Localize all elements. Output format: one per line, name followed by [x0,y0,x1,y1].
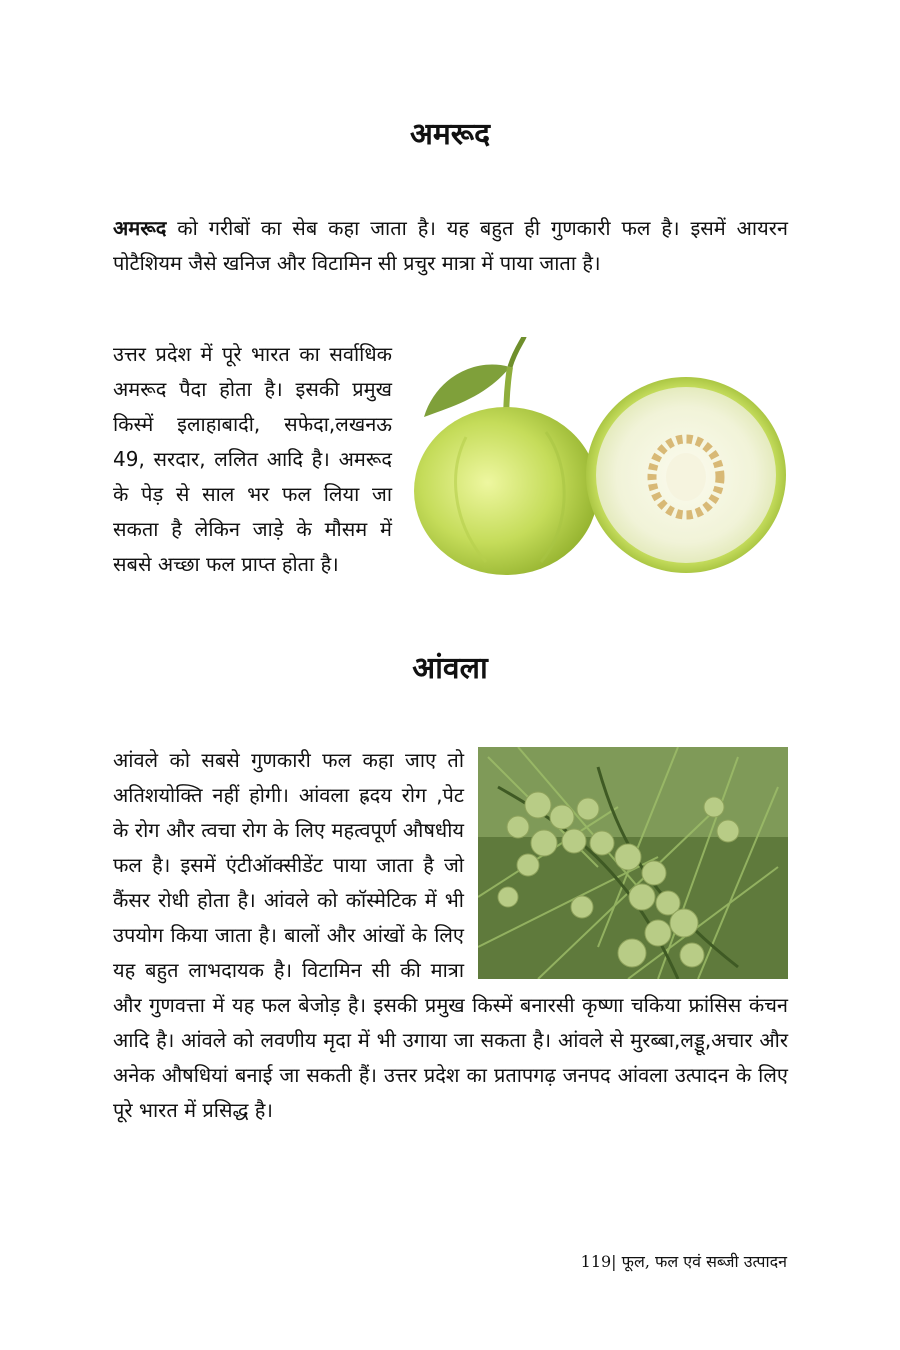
guava-intro-text: को गरीबों का सेब कहा जाता है। यह बहुत ही गुणकारी फल है। इसमें आयरन पोटैशियम जैसे खनिज और विटामिन सी प्रचुर मात्रा में पाया जाता है। [113,216,788,275]
guava-image [406,337,788,577]
guava-intro-bold-term: अमरूद [113,216,167,240]
amla-image [478,747,788,979]
section-title-amla: आंवला [412,651,488,686]
amla-body-text: आंवले को सबसे गुणकारी फल कहा जाए तो अतिशयोक्ति नहीं होगी। आंवला ह्रदय रोग ,पेट के रोग और त्वचा रोग के लिए महत्वपूर्ण औषधीय फल है। इसमें एंटीऑक्सीडेंट पाया जाता है जो कैंसर रोधी होता है। आंवले को कॉस्मेटिक में भी उपयोग किया जाता है। बालों और आंखों के लिए यह बहुत लाभदायक है। विटामिन सी की मात्रा और गुणवत्ता में यह फल बेजोड़ है। इसकी प्रमुख किस्में बनारसी कृष्णा चकिया फ्रांसिस कंचन आदि है। आंवले को लवणीय मृदा में भी उगाया जा सकता है। आंवले से मुरब्बा,लड्डू,अचार और अनेक औषधियां बनाई जा सकती हैं। उत्तर प्रदेश का प्रतापगढ़ जनपद आंवला उत्पादन के लिए पूरे भारत में प्रसिद्ध है। [113,748,788,1122]
guava-intro-paragraph [113,211,788,281]
page-footer: 119| फूल, फल एवं सब्जी उत्पादन [580,1252,787,1271]
guava-body-paragraph [113,337,788,582]
guava-body-text: उत्तर प्रदेश में पूरे भारत का सर्वाधिक अमरूद पैदा होता है। इसकी प्रमुख किस्में इलाहाबादी, सफेदा,लखनऊ 49, सरदार, ललित आदि है। अमरूद के पेड़ से साल भर फल लिया जा सकता है लेकिन जाड़े के मौसम में सबसे अच्छा फल प्राप्त होता है। [113,342,392,576]
amla-body-paragraph [113,743,788,1128]
section-title-guava: अमरूद [409,117,491,152]
